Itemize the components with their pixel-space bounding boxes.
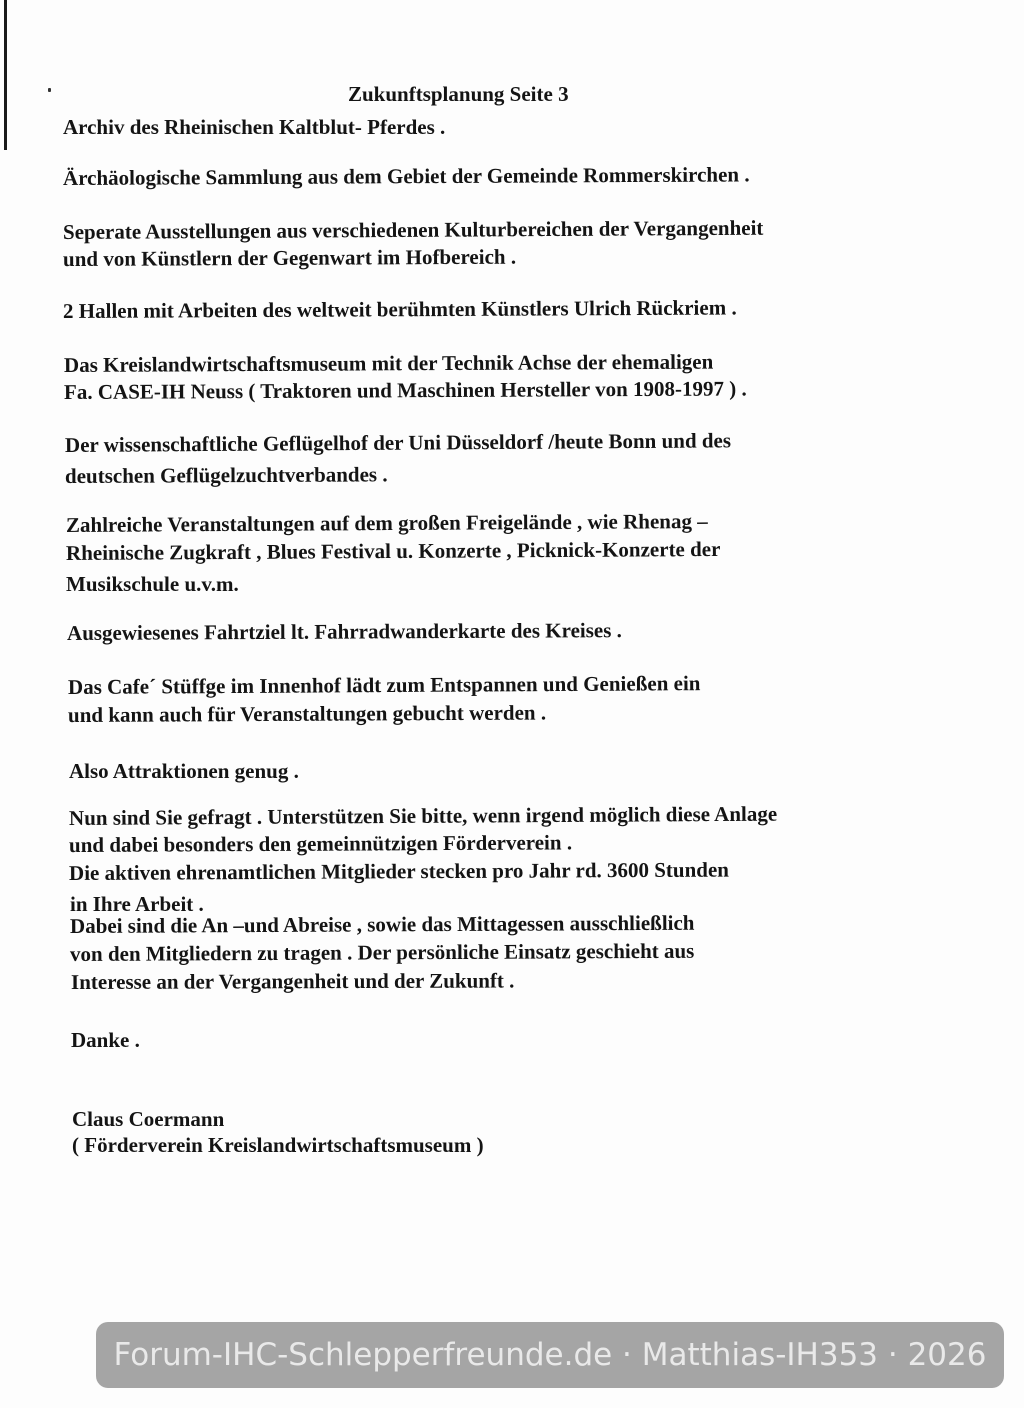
text-line-archaeologie: Ärchäologische Sammlung aus dem Gebiet der Gemeinde Rommerskirchen . [62, 162, 750, 190]
scan-edge-line [4, 0, 7, 150]
text-line-museum-2: Fa. CASE-IH Neuss ( Traktoren und Maschinen Hersteller von 1908-1997 ) . [63, 376, 747, 404]
text-line-cafe-2: und kann auch für Veranstaltungen gebucht werden . [67, 700, 547, 727]
text-line-appeal-6: von den Mitgliedern zu tragen . Der persönliche Einsatz geschieht aus [69, 938, 695, 966]
scan-speck [48, 88, 51, 92]
page-title: Zukunftsplanung Seite 3 [348, 82, 569, 106]
text-line-appeal-2: und dabei besonders den gemeinnützigen Förderverein . [68, 830, 573, 857]
text-line-fahrtziel: Ausgewiesenes Fahrtziel lt. Fahrradwanderkarte des Kreises . [66, 618, 622, 645]
text-line-hallen: 2 Hallen mit Arbeiten des weltweit berühmten Künstlers Ulrich Rückriem . [62, 295, 737, 323]
text-line-danke: Danke . [71, 1028, 140, 1052]
text-line-ausstellungen-1: Seperate Ausstellungen aus verschiedenen Kulturbereichen der Vergangenheit [62, 215, 764, 244]
text-line-cafe-1: Das Cafe´ Stüffge im Innenhof lädt zum Entspannen und Genießen ein [67, 671, 701, 699]
text-line-appeal-7: Interesse an der Vergangenheit und der Zukunft . [70, 968, 515, 994]
text-line-appeal-5: Dabei sind die An –und Abreise , sowie das Mittagessen ausschließlich [69, 910, 695, 938]
text-line-veranstaltungen-1: Zahlreiche Veranstaltungen auf dem großen Freigelände , wie Rhenag – [65, 509, 708, 537]
text-line-gefluegelhof-2: deutschen Geflügelzuchtverbandes . [64, 462, 388, 488]
signature-organization: ( Förderverein Kreislandwirtschaftsmuseum ) [72, 1133, 484, 1157]
text-line-appeal-1: Nun sind Sie gefragt . Unterstützen Sie bitte, wenn irgend möglich diese Anlage [68, 801, 778, 830]
text-line-gefluegelhof-1: Der wissenschaftliche Geflügelhof der Uni Düsseldorf /heute Bonn und des [64, 428, 732, 457]
text-line-museum-1: Das Kreislandwirtschaftsmuseum mit der Technik Achse der ehemaligen [63, 349, 714, 377]
text-line-ausstellungen-2: und von Künstlern der Gegenwart im Hofbereich . [62, 244, 517, 271]
text-line-archiv: Archiv des Rheinischen Kaltblut- Pferdes . [63, 115, 446, 139]
signature-name: Claus Coermann [72, 1107, 225, 1131]
text-line-veranstaltungen-2: Rheinische Zugkraft , Blues Festival u. Konzerte , Picknick-Konzerte der [65, 537, 721, 565]
text-line-veranstaltungen-3: Musikschule u.v.m. [66, 572, 239, 596]
text-line-appeal-3: Die aktiven ehrenamtlichen Mitglieder stecken pro Jahr rd. 3600 Stunden [68, 857, 730, 885]
watermark-banner: Forum-IHC-Schlepperfreunde.de · Matthias-IH353 · 2026 [96, 1322, 1004, 1388]
text-line-attraktionen: Also Attraktionen genug . [69, 759, 299, 783]
text-line-appeal-4: in Ihre Arbeit . [70, 892, 204, 916]
